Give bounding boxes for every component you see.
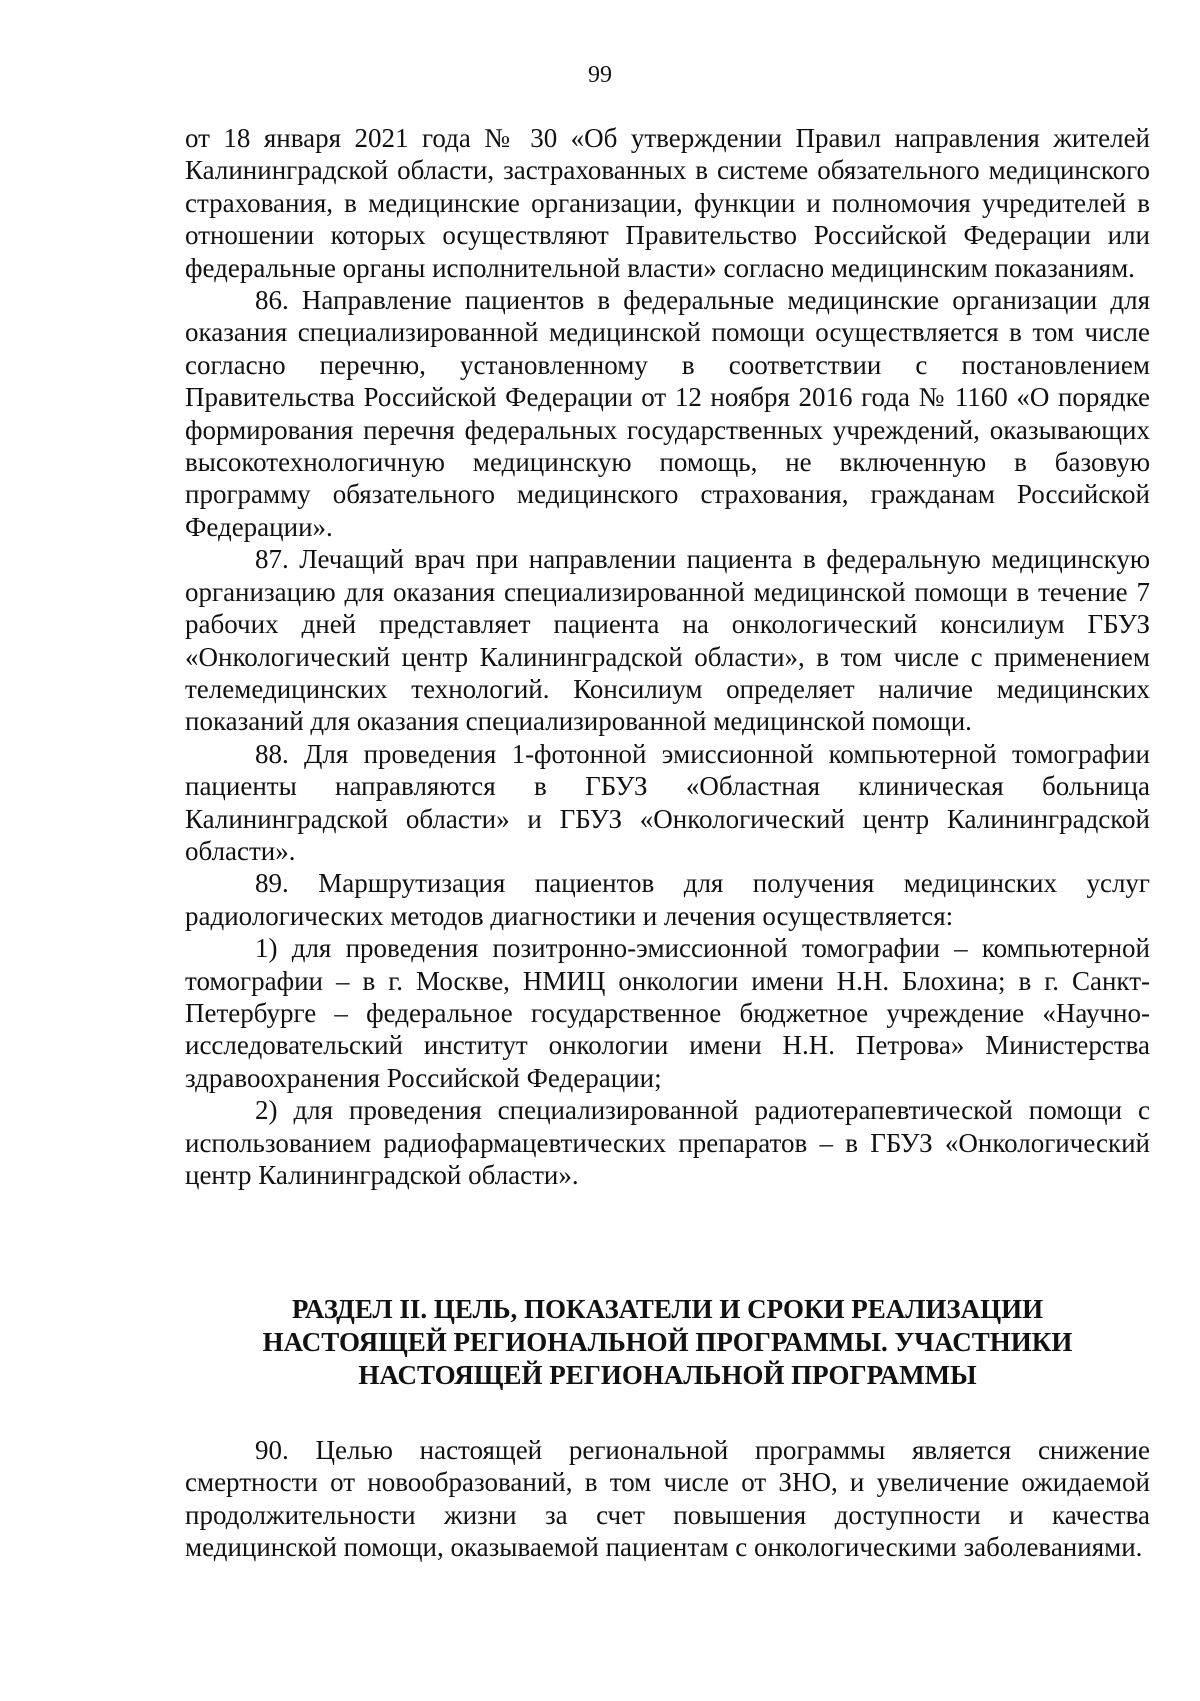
paragraph-87: 87. Лечащий врач при направлении пациента в федеральную медицинскую организацию для оказания специализированной медицинской помощи в течение 7 рабочих дней представляет пациента на онкологический консилиум ГБУЗ «Онкологический центр Калининградской области», в том числе с применением телемедицинских технологий. Консилиум определяет наличие медицинских показаний для оказания специализированной медицинской помощи. bbox=[185, 544, 1150, 737]
page-number: 99 bbox=[588, 62, 612, 88]
section-heading-line-2: НАСТОЯЩЕЙ РЕГИОНАЛЬНОЙ ПРОГРАММЫ. УЧАСТНИКИ bbox=[262, 1327, 1073, 1357]
list-item-2: 2) для проведения специализированной радиотерапевтической помощи с использованием радиофармацевтических препаратов – в ГБУЗ «Онкологический центр Калининградской области». bbox=[185, 1095, 1150, 1190]
paragraph-88: 88. Для проведения 1-фотонной эмиссионной компьютерной томографии пациенты направляются в ГБУЗ «Областная клиническая больница Калининградской области» и ГБУЗ «Онкологический центр Калининградской области». bbox=[185, 738, 1150, 866]
paragraph-continuation: от 18 января 2021 года № 30 «Об утверждении Правил направления жителей Калининградской области, застрахованных в системе обязательного медицинского страхования, в медицинские организации, функции и полномочия учредителей в отношении которых осуществляют Правительство Российской Федерации или федеральные органы исполнительной власти» согласно медицинским показаниям. bbox=[185, 123, 1150, 283]
list-item-1: 1) для проведения позитронно-эмиссионной томографии – компьютерной томографии – в г. Москве, НМИЦ онкологии имени Н.Н. Блохина; в г. Санкт-Петербурге – федеральное государственное бюджетное учреждение «Научно-исследовательский институт онкологии имени Н.Н. Петрова» Министерства здравоохранения Российской Федерации; bbox=[185, 933, 1150, 1093]
section-heading-line-1: РАЗДЕЛ II. ЦЕЛЬ, ПОКАЗАТЕЛИ И СРОКИ РЕАЛИЗАЦИИ bbox=[291, 1294, 1044, 1324]
paragraph-86: 86. Направление пациентов в федеральные медицинские организации для оказания специализированной медицинской помощи осуществляется в том числе согласно перечню, установленному в соответствии с постановлением Правительства Российской Федерации от 12 ноября 2016 года № 1160 «О порядке формирования перечня федеральных государственных учреждений, оказывающих высокотехнологичную медицинскую помощь, не включенную в базовую программу обязательного медицинского страхования, гражданам Российской Федерации». bbox=[185, 285, 1150, 542]
section-heading-line-3: НАСТОЯЩЕЙ РЕГИОНАЛЬНОЙ ПРОГРАММЫ bbox=[358, 1360, 977, 1390]
section-heading bbox=[185, 1293, 1150, 1392]
body-text-bottom bbox=[185, 1434, 1150, 1564]
paragraph-90: 90. Целью настоящей региональной программы является снижение смертности от новообразований, в том числе от ЗНО, и увеличение ожидаемой продолжительности жизни за счет повышения доступности и качества медицинской помощи, оказываемой пациентам с онкологическими заболеваниями. bbox=[185, 1435, 1150, 1563]
paragraph-89: 89. Маршрутизация пациентов для получения медицинских услуг радиологических методов диагностики и лечения осуществляется: bbox=[185, 868, 1150, 931]
body-text-top bbox=[185, 122, 1150, 1191]
